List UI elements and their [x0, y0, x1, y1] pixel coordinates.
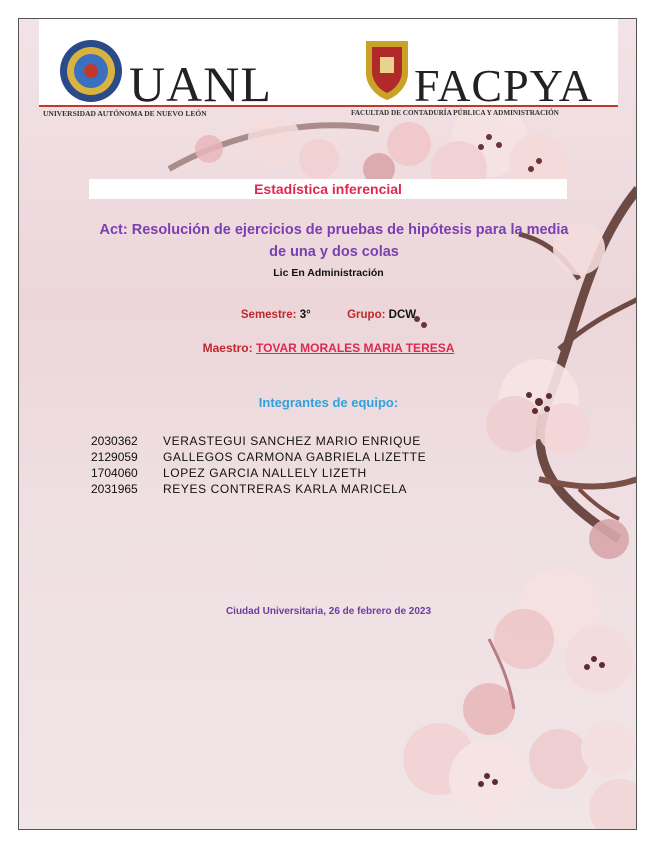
list-item	[91, 481, 426, 497]
teacher-label: Maestro:	[202, 341, 253, 355]
career-name: Lic En Administración	[273, 267, 384, 279]
list-item	[91, 449, 426, 465]
semester-value: 3°	[299, 309, 311, 321]
member-id: 2030362	[91, 434, 138, 448]
place-date: Ciudad Universitaria, 26 de febrero de 2023	[225, 606, 432, 617]
blossom-background	[19, 19, 637, 830]
activity-title: Act: Resolución de ejercicios de pruebas de hipótesis para la media de una y dos colas	[99, 222, 569, 260]
member-id: 1704060	[91, 466, 138, 480]
team-title: Integrantes de equipo:	[258, 395, 399, 410]
teacher-name: TOVAR MORALES MARIA TERESA	[255, 341, 455, 355]
member-name: LOPEZ GARCIA NALLELY LIZETH	[163, 466, 367, 480]
group-value: DCW	[388, 309, 417, 321]
member-name: GALLEGOS CARMONA GABRIELA LIZETTE	[163, 450, 427, 464]
uanl-logo-text: UANL	[129, 56, 272, 112]
group-label: Grupo:	[347, 309, 386, 321]
uanl-caption: UNIVERSIDAD AUTÓNOMA DE NUEVO LEÓN	[43, 109, 207, 118]
facpya-shield-icon	[362, 35, 412, 101]
cover-page	[18, 18, 637, 830]
list-item	[91, 433, 426, 449]
member-name: VERASTEGUI SANCHEZ MARIO ENRIQUE	[163, 434, 421, 448]
member-id: 2031965	[91, 482, 138, 496]
list-item	[91, 465, 426, 481]
teacher-line	[19, 341, 637, 355]
uanl-seal-icon	[59, 39, 123, 103]
semester-group-line	[19, 309, 637, 321]
subject-title: Estadística inferencial	[254, 181, 402, 197]
members-list	[91, 433, 426, 497]
facpya-logo-text: FACPYA	[414, 60, 593, 111]
semester-label: Semestre:	[240, 309, 297, 321]
facpya-caption: FACULTAD DE CONTADURÍA PÚBLICA Y ADMINISTRACIÓN	[351, 109, 559, 117]
member-name: REYES CONTRERAS KARLA MARICELA	[163, 482, 408, 496]
member-id: 2129059	[91, 450, 138, 464]
